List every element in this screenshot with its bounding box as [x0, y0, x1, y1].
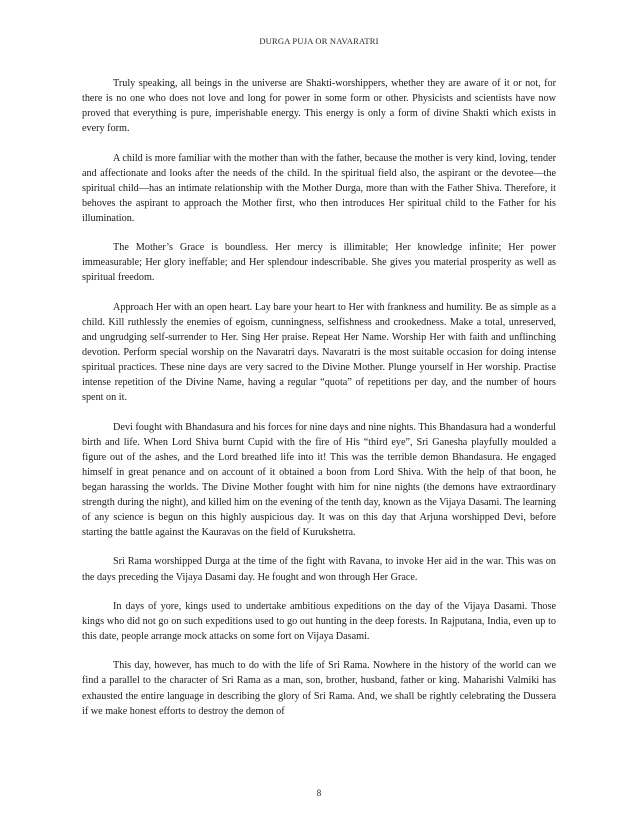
page-number: 8 [316, 788, 322, 798]
paragraph-1: Truly speaking, all beings in the universe are Shakti-worshippers, whether they are aware of it or not, for there is no one who does not love and long for power in some form or other. Physicists and scientists have now proved that everything is pure, imperishable energy. This energy is only a form of divine Shakti which exists in every form. [82, 78, 556, 135]
body-text [82, 76, 556, 733]
paragraph-2: A child is more familiar with the mother than with the father, because the mother is very kind, loving, tender and affectionate and looks after the needs of the child. In the spiritual field also, the aspirant or the devotee—the spiritual child—has an intimate relationship with the Mother Durga, more than with the Father Shiva. Therefore, it behoves the aspirant to approach the Mother first, who then introduces Her spiritual child to the Father for his illumination. [82, 152, 556, 224]
paragraph-8: This day, however, has much to do with the life of Sri Rama. Nowhere in the history of the world can we find a parallel to the character of Sri Rama as a man, son, brother, husband, father or king. Maharishi Valmiki has exhausted the entire language in describing the glory of Sri Rama. And, we shall be rightly celebrating the Dussera if we make honest efforts to destroy the demon of [82, 660, 556, 717]
running-header: DURGA PUJA OR NAVARATRI [259, 36, 379, 46]
paragraph-4: Approach Her with an open heart. Lay bare your heart to Her with frankness and humility. Be as simple as a child. Kill ruthlessly the enemies of egoism, cunningness, selfishness and crookedness. Make a total, unreserved, and ungrudging self-surrender to Her. Sing Her praise. Repeat Her Name. Worship Her with faith and unflinching devotion. Perform special worship on the Navaratri days. Navaratri is the most suitable occasion for doing intense spiritual practices. These nine days are very sacred to the Divine Mother. Plunge yourself in Her worship. Practise intense repetition of the Divine Name, having a regular “quota” of repetitions per day, and the number of hours spent on it. [82, 301, 556, 404]
paragraph-3: The Mother’s Grace is boundless. Her mercy is illimitable; Her knowledge infinite; Her power immeasurable; Her glory ineffable; and Her splendour indescribable. She gives you material prosperity as well as spiritual freedom. [82, 242, 556, 284]
paragraph-7: In days of yore, kings used to undertake ambitious expeditions on the day of the Vijaya Dasami. Those kings who did not go on such expeditions used to go out hunting in the deep forests. In Rajputana, India, even up to this date, people arrange mock attacks on some fort on Vijaya Dasami. [82, 600, 556, 643]
paragraph-5: Devi fought with Bhandasura and his forces for nine days and nine nights. This Bhandasura had a wonderful birth and life. When Lord Shiva burnt Cupid with the fire of His “third eye”, Sri Ganesha playfully moulded a figure out of the ashes, and the Lord breathed life into it! This was the terrible demon Bhandasura. He engaged himself in great penance and on account of it obtained a boon from Lord Shiva. With the help of that boon, he began harassing the worlds. The Divine Mother fought with him for nine nights (the demons have extraordinary strength during the night), and killed him on the evening of the tenth day, known as the Vijaya Dasami. The learning of any science is begun on this highly auspicious day. It was on this day that Arjuna worshipped Devi, before starting the battle against the Kauravas on the field of Kurukshetra. [82, 421, 556, 539]
paragraph-6: Sri Rama worshipped Durga at the time of the fight with Ravana, to invoke Her aid in the war. This was on the days preceding the Vijaya Dasami day. He fought and won through Her Grace. [82, 556, 556, 583]
